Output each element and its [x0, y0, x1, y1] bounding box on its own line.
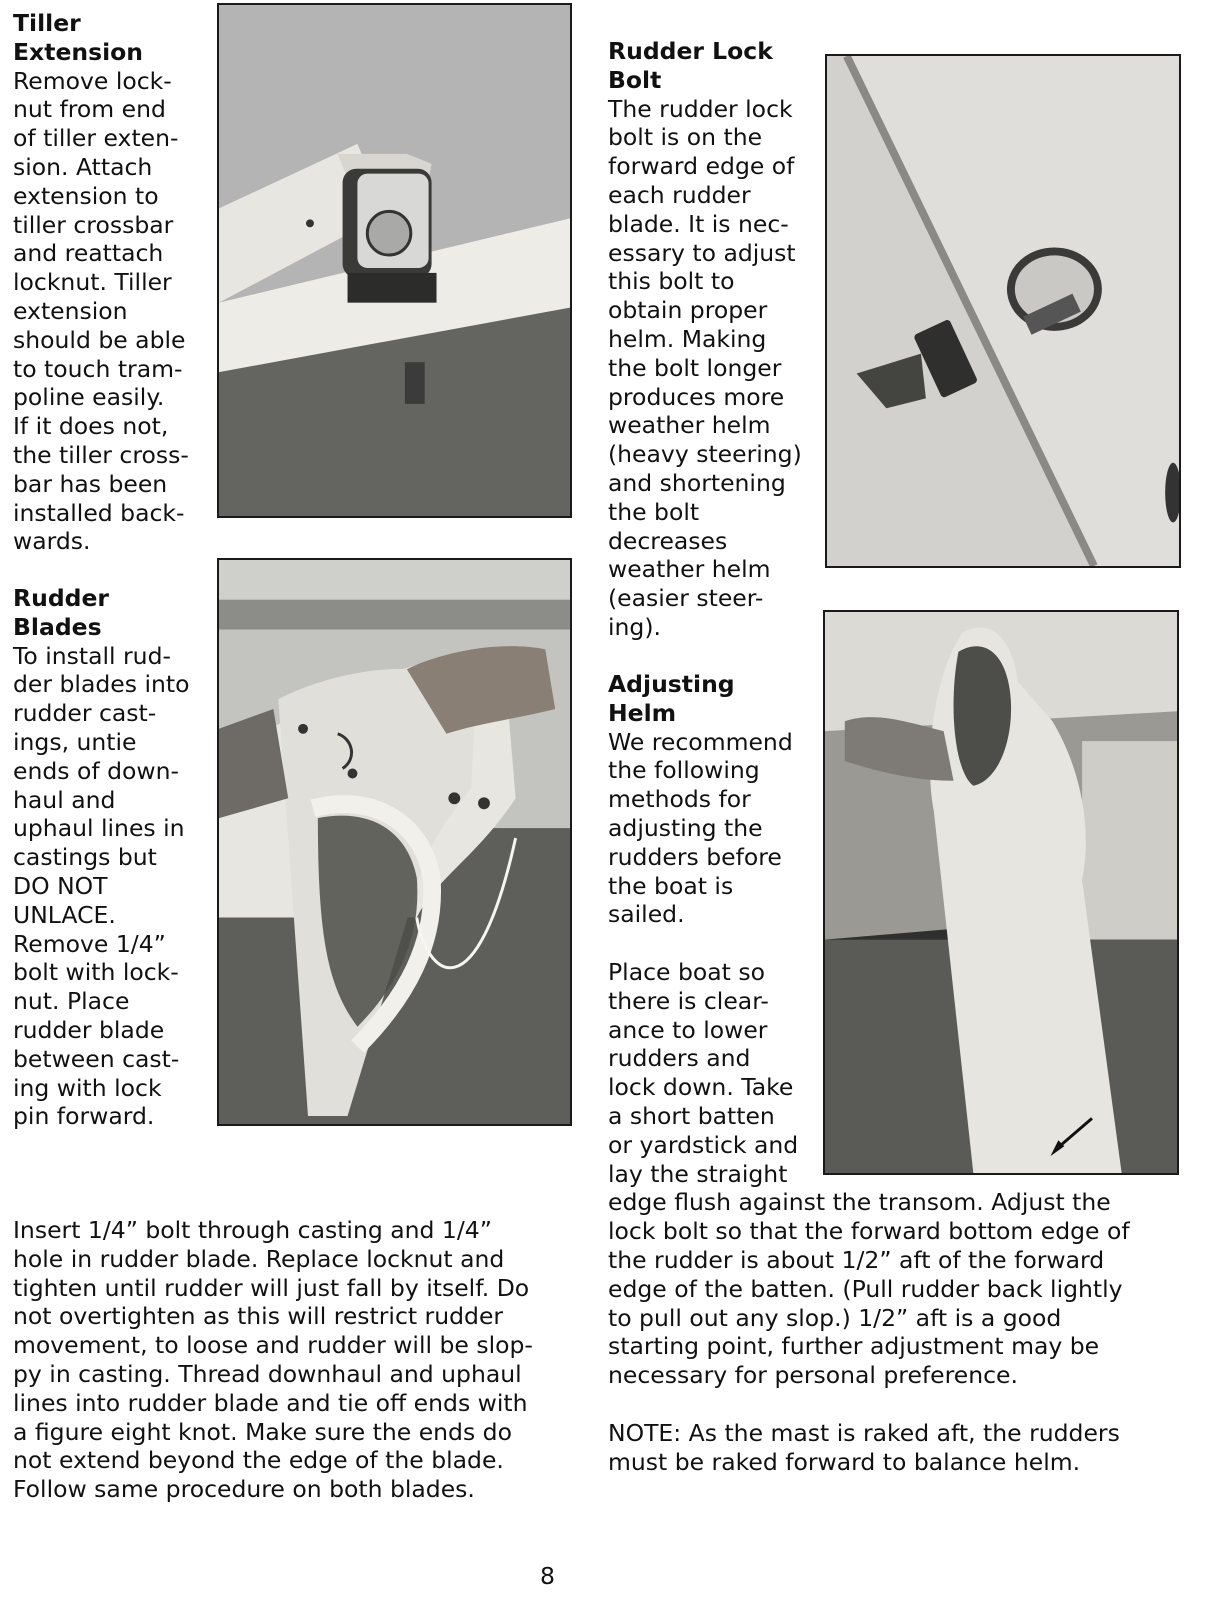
- paragraph-gap: [608, 1390, 1188, 1419]
- text-line: installed back-: [13, 498, 185, 527]
- adjusting-helm-heading-line: Adjusting: [608, 670, 735, 698]
- text-line: UNLACE.: [13, 900, 116, 929]
- rudder-lock-bolt-illustration: [827, 56, 1179, 566]
- text-line: should be able: [13, 325, 186, 354]
- adjusting-helm-heading-line: Helm: [608, 698, 677, 727]
- page-number: 8: [540, 1562, 555, 1590]
- text-line: ing).: [608, 612, 661, 641]
- text-line: produces more: [608, 382, 785, 411]
- text-line: Insert 1/4” bolt through casting and 1/4”: [13, 1216, 492, 1244]
- text-line: the bolt: [608, 497, 700, 526]
- rudder-lock-bolt-heading-line: Bolt: [608, 65, 662, 94]
- text-line: tighten until rudder will just fall by itself. Do: [13, 1273, 530, 1302]
- tiller-extension-photo: [217, 3, 572, 518]
- text-line: the bolt longer: [608, 353, 782, 382]
- text-line: obtain proper: [608, 296, 768, 325]
- text-line: Place boat so: [608, 957, 765, 986]
- text-line: the boat is: [608, 871, 734, 900]
- text-line: must be raked forward to balance helm.: [608, 1447, 1081, 1476]
- text-line: der blades into: [13, 670, 190, 699]
- text-line: (heavy steering): [608, 440, 802, 469]
- tiller-extension-heading-line: Tiller: [13, 9, 81, 37]
- text-line: bolt with lock-: [13, 958, 179, 987]
- text-line: starting point, further adjustment may be: [608, 1332, 1100, 1361]
- text-line: hole in rudder blade. Replace locknut and: [13, 1244, 505, 1273]
- text-line: and shortening: [608, 468, 786, 497]
- text-line: each rudder: [608, 180, 751, 209]
- text-line: ance to lower: [608, 1015, 768, 1044]
- text-line: or yardstick and: [608, 1130, 799, 1159]
- text-line: between cast-: [13, 1044, 180, 1073]
- text-line: methods for: [608, 785, 751, 814]
- text-line: edge of the batten. (Pull rudder back lightly: [608, 1274, 1123, 1303]
- text-line: helm. Making: [608, 324, 767, 353]
- text-line: lock bolt so that the forward bottom edge of: [608, 1217, 1130, 1246]
- text-line: rudders before: [608, 842, 782, 871]
- text-line: If it does not,: [13, 412, 169, 441]
- text-line: movement, to loose and rudder will be slop-: [13, 1331, 533, 1360]
- tiller-extension-section: [13, 9, 213, 556]
- text-line: NOTE: As the mast is raked aft, the rudders: [608, 1418, 1120, 1447]
- text-line: nut. Place: [13, 987, 130, 1016]
- text-line: edge flush against the transom. Adjust the: [608, 1188, 1111, 1217]
- text-line: Remove lock-: [13, 66, 172, 95]
- text-line: DO NOT: [13, 871, 108, 900]
- text-line: sion. Attach: [13, 152, 153, 181]
- text-line: locknut. Tiller: [13, 268, 172, 297]
- rudder-blades-section: [13, 584, 213, 1131]
- text-line: tiller crossbar: [13, 210, 174, 239]
- adjusting-helm-photo: [823, 610, 1179, 1175]
- text-line: ing with lock: [13, 1073, 162, 1102]
- tiller-extension-illustration: [219, 5, 570, 516]
- text-line: this bolt to: [608, 267, 735, 296]
- text-line: ends of down-: [13, 756, 179, 785]
- text-line: and reattach: [13, 239, 164, 268]
- rudder-blades-heading-line: Blades: [13, 612, 102, 641]
- rudder-lock-bolt-photo: [825, 54, 1181, 568]
- text-line: wards.: [13, 527, 91, 556]
- text-line: decreases: [608, 526, 728, 555]
- text-line: the rudder is about 1/2” aft of the forward: [608, 1245, 1105, 1274]
- text-line: extension: [13, 296, 128, 325]
- text-line: pin forward.: [13, 1102, 155, 1131]
- text-line: essary to adjust: [608, 238, 796, 267]
- text-line: weather helm: [608, 555, 771, 584]
- text-line: extension to: [13, 181, 159, 210]
- text-line: ings, untie: [13, 727, 137, 756]
- text-line: We recommend: [608, 727, 793, 756]
- text-line: the following: [608, 756, 760, 785]
- text-line: forward edge of: [608, 152, 795, 181]
- text-line: lines into rudder blade and tie off ends with: [13, 1388, 528, 1417]
- rudder-lock-bolt-section: [608, 37, 818, 642]
- text-line: to touch tram-: [13, 354, 183, 383]
- text-line: lock down. Take: [608, 1073, 794, 1102]
- text-line: castings but: [13, 843, 157, 872]
- insert-bolt-paragraph: [13, 1216, 583, 1504]
- text-line: rudder blade: [13, 1015, 165, 1044]
- text-line: necessary for personal preference.: [608, 1361, 1018, 1390]
- text-line: not overtighten as this will restrict rudder: [13, 1302, 504, 1331]
- text-line: To install rud-: [13, 641, 171, 670]
- text-line: bolt is on the: [608, 123, 763, 152]
- text-line: uphaul lines in: [13, 814, 185, 843]
- text-line: weather helm: [608, 411, 771, 440]
- text-line: py in casting. Thread downhaul and uphaul: [13, 1359, 522, 1388]
- adjusting-helm-illustration: [825, 612, 1177, 1173]
- text-line: adjusting the: [608, 813, 763, 842]
- text-line: bar has been: [13, 469, 168, 498]
- text-line: blade. It is nec-: [608, 209, 789, 238]
- text-line: sailed.: [608, 900, 685, 929]
- text-line: the tiller cross-: [13, 440, 189, 469]
- text-line: Remove 1/4”: [13, 929, 166, 958]
- text-line: (easier steer-: [608, 584, 764, 613]
- text-line: a figure eight knot. Make sure the ends do: [13, 1417, 512, 1446]
- text-line: haul and: [13, 785, 116, 814]
- text-line: a short batten: [608, 1101, 775, 1130]
- text-line: to pull out any slop.) 1/2” aft is a good: [608, 1303, 1062, 1332]
- text-line: not extend beyond the edge of the blade.: [13, 1446, 504, 1475]
- rudder-lock-bolt-heading-line: Rudder Lock: [608, 37, 773, 65]
- text-line: rudder cast-: [13, 699, 157, 728]
- text-line: lay the straight: [608, 1159, 788, 1188]
- text-line: there is clear-: [608, 986, 769, 1015]
- text-line: The rudder lock: [608, 94, 793, 123]
- rudder-casting-illustration: [219, 560, 570, 1124]
- tiller-extension-heading-line: Extension: [13, 37, 144, 66]
- text-line: poline easily.: [13, 383, 165, 412]
- text-line: of tiller exten-: [13, 124, 179, 153]
- rudder-casting-photo: [217, 558, 572, 1126]
- text-line: nut from end: [13, 95, 166, 124]
- text-line: rudders and: [608, 1044, 751, 1073]
- rudder-blades-heading-line: Rudder: [13, 584, 109, 612]
- text-line: Follow same procedure on both blades.: [13, 1475, 475, 1504]
